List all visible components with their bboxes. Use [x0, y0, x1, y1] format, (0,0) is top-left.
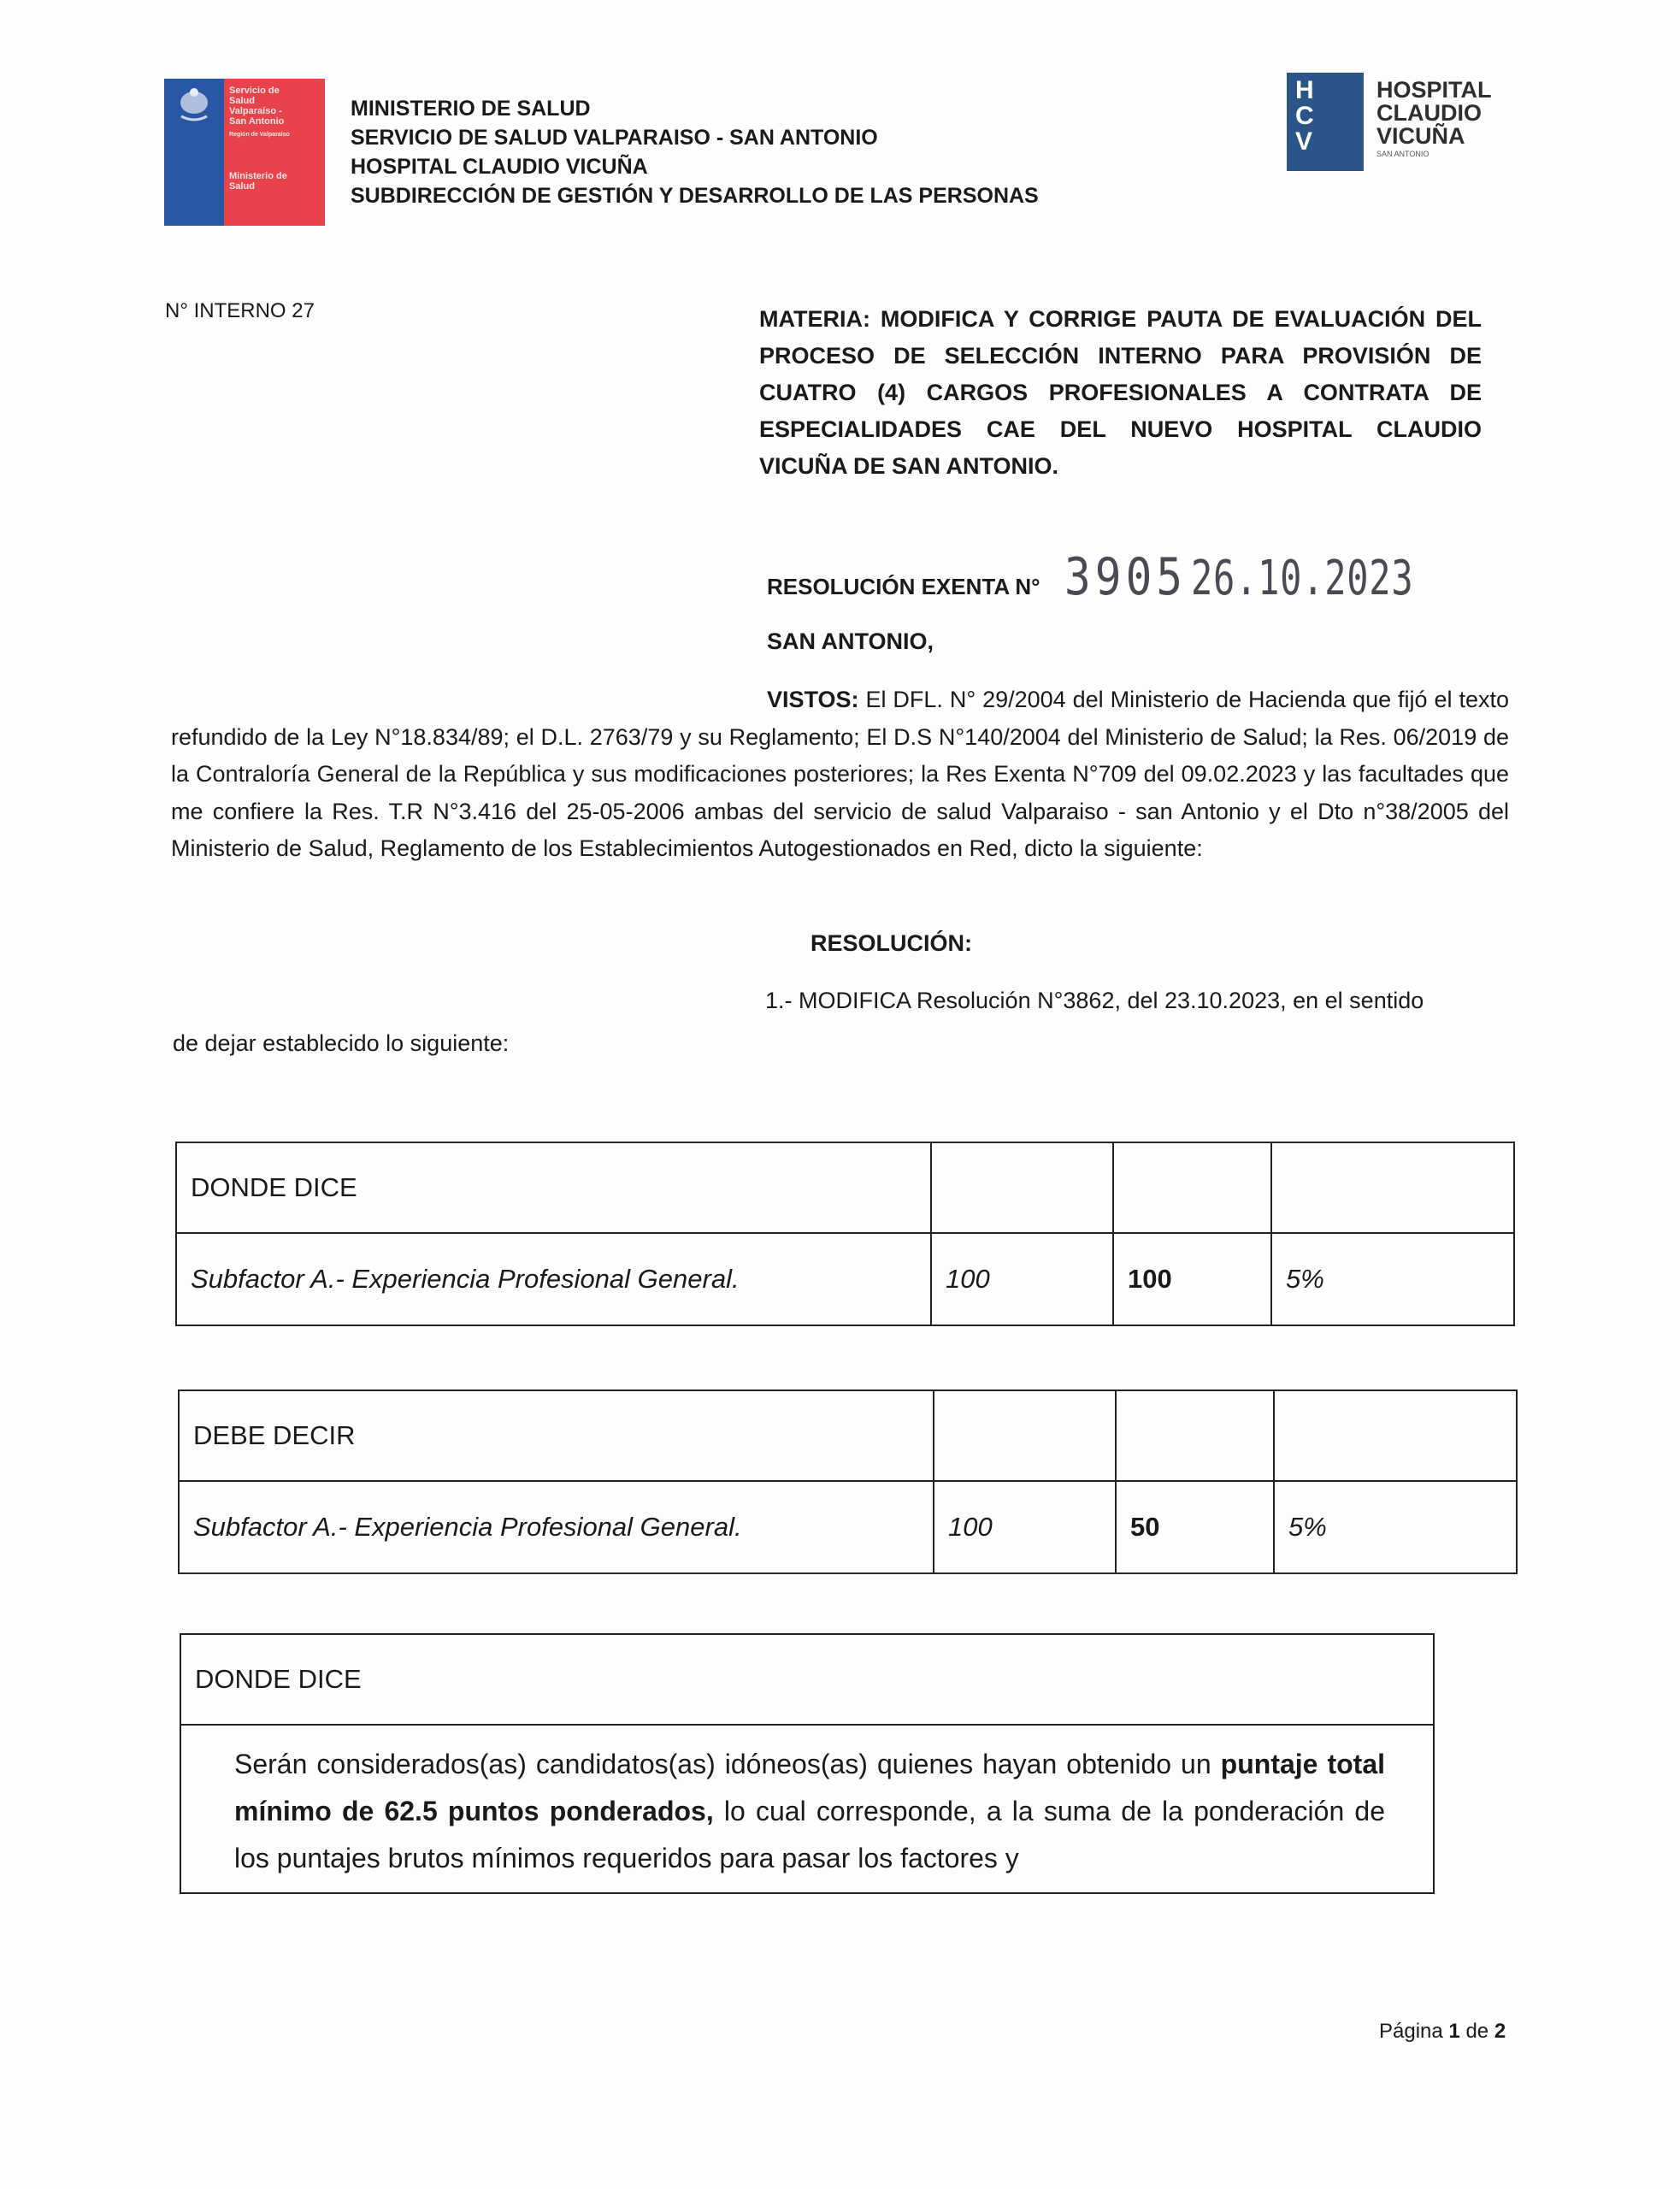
criteria-text: Serán considerados(as) candidatos(as) idóneos(as) quienes hayan obtenido un [234, 1749, 1221, 1779]
vistos-label: VISTOS: [767, 687, 859, 712]
place-line: SAN ANTONIO, [767, 628, 934, 654]
vistos-paragraph [171, 681, 1509, 868]
logo-ministry: Ministerio de [229, 171, 287, 181]
total-pages: 2 [1494, 2020, 1506, 2043]
logo-line: Servicio de [229, 86, 280, 96]
logo-blue-band [164, 79, 224, 226]
table-row [179, 1481, 1517, 1573]
hcv-subtitle: SAN ANTONIO [1376, 150, 1429, 158]
hcv-logo-icon [1287, 73, 1364, 171]
hcv-letter: H [1295, 76, 1314, 104]
table-cell [1271, 1142, 1514, 1233]
subfactor-label: Subfactor A.- Experiencia Profesional General. [176, 1233, 931, 1325]
of-word: de [1465, 2020, 1489, 2043]
letterhead-line: HOSPITAL CLAUDIO VICUÑA [351, 155, 648, 179]
weight: 5% [1274, 1481, 1517, 1573]
article-1-line-2: de dejar establecido lo siguiente: [173, 1030, 510, 1056]
resolution-number-stamp: 3905 [1064, 547, 1187, 607]
resolution-number-row [767, 547, 1488, 607]
table-heading: DONDE DICE [176, 1142, 931, 1233]
hcv-name-line: VICUÑA [1376, 123, 1465, 149]
hcv-letter: V [1295, 127, 1313, 156]
gobierno-logo [164, 79, 325, 226]
table-header-row [179, 1390, 1517, 1481]
hcv-name-line: CLAUDIO [1376, 100, 1482, 126]
logo-line: Salud [229, 96, 255, 106]
logo-line: San Antonio [229, 116, 285, 127]
subject-matter: MATERIA: MODIFICA Y CORRIGE PAUTA DE EVALUACIÓN DEL PROCESO DE SELECCIÓN INTERNO PARA PROVISIÓN DE CUATRO (4) CARGOS PROFESIONALES A CONTRATA DE ESPECIALIDADES CAE DEL NUEVO HOSPITAL CLAUDIO VICUÑA DE SAN ANTONIO. [759, 306, 1482, 479]
resolution-date-stamp: 26.10.2023 [1191, 551, 1414, 606]
max-score: 100 [931, 1233, 1113, 1325]
logo-line: Valparaíso - [229, 106, 282, 116]
logo-ministry: Salud [229, 181, 255, 192]
hcv-name-line: HOSPITAL [1376, 77, 1492, 103]
table-cell [1116, 1390, 1274, 1481]
letterhead [351, 94, 1039, 210]
table-cell [934, 1390, 1116, 1481]
weight: 5% [1271, 1233, 1514, 1325]
logo-red-band [224, 79, 325, 226]
table-row [176, 1233, 1514, 1325]
table-header-row [180, 1634, 1434, 1725]
coat-of-arms-icon [173, 86, 215, 123]
vistos-text: El DFL. N° 29/2004 del Ministerio de Hacienda que fijó el texto refundido de la Ley N°18.834/89; el D.L. 2763/79 y su Reglamento; El D.S N°140/2004 del Ministerio de Salud; la Res. 06/2019 de la Contraloría General de la República y sus modificaciones posteriores; la Res Exenta N°709 del 09.02.2023 y las facultades que me confiere la Res. T.R N°3.416 del 25-05-2006 ambas del servicio de salud Valparaiso - san Antonio y el Dto n°38/2005 del Ministerio de Salud, Reglamento de los Establecimientos Autogestionados en Red, dicto la siguiente: [171, 687, 1509, 861]
page-word: Página [1379, 2020, 1443, 2043]
letterhead-line: MINISTERIO DE SALUD [351, 97, 591, 121]
criteria-bold-text: puntaje total mínimo de 62.5 puntos ponderados, [234, 1749, 1386, 1826]
criteria-text: lo cual corresponde, a la suma de la ponderación de los puntajes brutos mínimos requeridos para pasar los factores y [234, 1796, 1386, 1873]
article-1-line-1: 1.- MODIFICA Resolución N°3862, del 23.10.2023, en el sentido [765, 988, 1424, 1013]
table-cell [1113, 1142, 1271, 1233]
table-heading: DEBE DECIR [179, 1390, 934, 1481]
table-header-row [176, 1142, 1514, 1233]
max-score: 100 [934, 1481, 1116, 1573]
letterhead-line: SERVICIO DE SALUD VALPARAISO - SAN ANTONIO [351, 126, 878, 150]
hcv-logo-text [1376, 79, 1492, 160]
logo-region: Región de Valparaíso [229, 132, 290, 138]
min-score: 100 [1113, 1233, 1271, 1325]
debe-decir-table [178, 1390, 1518, 1574]
criteria-paragraph [180, 1725, 1434, 1893]
page-number [1379, 2020, 1506, 2044]
min-score: 50 [1116, 1481, 1274, 1573]
table-row [180, 1725, 1434, 1893]
subfactor-label: Subfactor A.- Experiencia Profesional General. [179, 1481, 934, 1573]
table-heading: DONDE DICE [180, 1634, 1434, 1725]
resolution-label: RESOLUCIÓN EXENTA N° [767, 574, 1040, 599]
resolution-heading: RESOLUCIÓN: [811, 930, 972, 956]
hcv-letter: C [1295, 102, 1314, 130]
current-page: 1 [1448, 2020, 1460, 2043]
donde-dice-table [175, 1142, 1515, 1326]
table-cell [931, 1142, 1113, 1233]
donde-dice-text-table [180, 1633, 1435, 1894]
internal-number: N° INTERNO 27 [165, 299, 315, 322]
table-cell [1274, 1390, 1517, 1481]
letterhead-line: SUBDIRECCIÓN DE GESTIÓN Y DESARROLLO DE LAS PERSONAS [351, 184, 1039, 208]
